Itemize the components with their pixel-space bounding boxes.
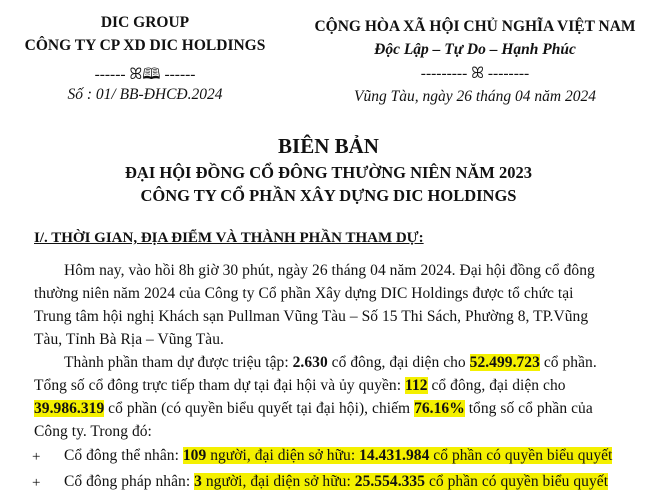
invited-shares: 52.499.723	[469, 354, 540, 371]
text-span: người, đại diện sở hữu:	[201, 473, 355, 490]
text-span: Cổ đông pháp nhân:	[64, 473, 195, 490]
text-span: cổ phần có quyền biểu quyết	[429, 447, 613, 464]
attending-shareholders: 112	[405, 377, 428, 394]
corporate-shareholders-line	[64, 473, 608, 491]
attendance-shares-line	[34, 400, 593, 418]
individual-shareholders-line	[64, 447, 612, 465]
right-ornament: --------- ꕤ --------	[420, 65, 530, 82]
text-span: cổ đông, đại diện cho	[427, 377, 566, 394]
company-title: CÔNG TY CỔ PHẦN XÂY DỰNG DIC HOLDINGS	[140, 186, 517, 205]
document-number: Số : 01/ BB-ĐHCĐ.2024	[67, 86, 223, 103]
paragraph-line: thường niên năm 2024 của Công ty Cổ phần Xây dựng DIC Holdings được tổ chức tại	[34, 285, 574, 302]
text-span: Tổng số cổ đông trực tiếp tham dự tại đại hội và ủy quyền:	[34, 377, 406, 394]
attendance-invited-line	[64, 354, 597, 372]
company-name: CÔNG TY CP XD DIC HOLDINGS	[24, 37, 266, 54]
corporate-count: 3	[194, 473, 202, 490]
paragraph-line: Công ty. Trong đó:	[34, 423, 152, 440]
country-name: CỘNG HÒA XÃ HỘI CHỦ NGHĨA VIỆT NAM	[314, 18, 636, 35]
section-heading: I/. THỜI GIAN, ĐỊA ĐIỂM VÀ THÀNH PHẦN THAM DỰ:	[34, 230, 424, 246]
text-span: cổ phần có quyền biểu quyết	[425, 473, 609, 490]
corporate-shares: 25.554.335	[354, 473, 426, 490]
text-span: người, đại diện sở hữu:	[206, 447, 360, 464]
text-span: cổ phần (có quyền biểu quyết tại đại hội), chiếm	[104, 400, 415, 417]
document-title: BIÊN BẢN	[278, 134, 379, 158]
attending-shares: 39.986.319	[34, 400, 105, 417]
text-span: tổng số cổ phần của	[464, 400, 593, 417]
paragraph-line: Tàu, Tỉnh Bà Rịa – Vũng Tàu.	[34, 331, 224, 348]
individual-count: 109	[182, 447, 207, 464]
text-span: Cổ đông thể nhân:	[64, 447, 183, 464]
meeting-title: ĐẠI HỘI ĐỒNG CỔ ĐÔNG THƯỜNG NIÊN NĂM 2023	[124, 163, 532, 182]
text-span: cổ phần.	[539, 354, 597, 371]
group-name: DIC GROUP	[100, 14, 190, 31]
left-ornament: ------ ꕤ🕮 ------	[94, 66, 196, 83]
invited-shareholders: 2.630	[292, 354, 328, 371]
bullet-symbol: +	[32, 449, 41, 465]
attendance-percent: 76.16%	[414, 400, 465, 417]
national-motto: Độc Lập – Tự Do – Hạnh Phúc	[374, 41, 576, 58]
paragraph-line: Hôm nay, vào hồi 8h giờ 30 phút, ngày 26 tháng 04 năm 2024. Đại hội đồng cổ đông	[64, 262, 595, 279]
attendance-total-line	[34, 377, 566, 395]
bullet-symbol: +	[32, 475, 41, 491]
text-span: cổ đông, đại diện cho	[327, 354, 470, 371]
text-span: Thành phần tham dự được triệu tập:	[64, 354, 293, 371]
place-date: Vũng Tàu, ngày 26 tháng 04 năm 2024	[354, 88, 596, 105]
paragraph-line: Trung tâm hội nghị Khách sạn Pullman Vũng Tàu – Số 15 Thi Sách, Phường 8, TP.Vũng	[34, 308, 589, 325]
individual-shares: 14.431.984	[359, 447, 430, 464]
